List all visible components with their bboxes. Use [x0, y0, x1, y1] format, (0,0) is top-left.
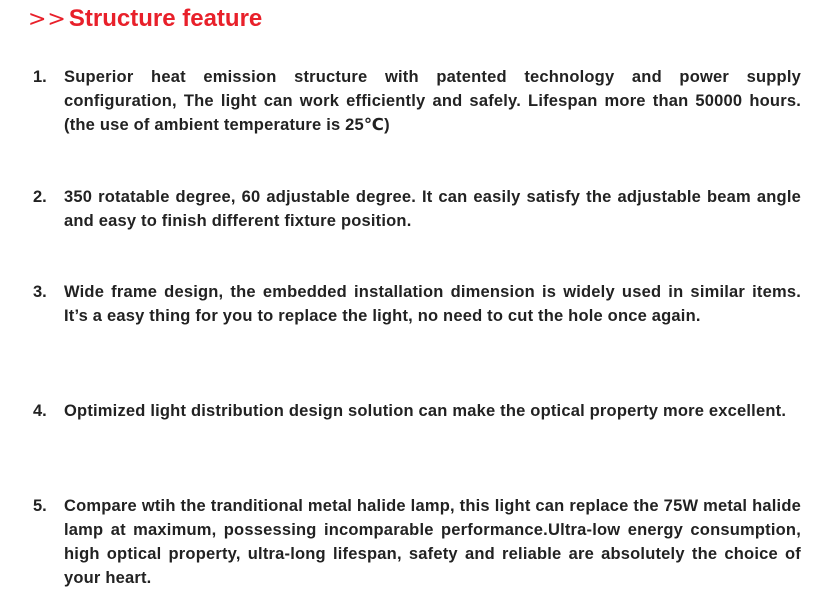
feature-item	[33, 280, 801, 328]
feature-number: 5.	[33, 497, 47, 515]
feature-text: Compare wtih the tranditional metal halide lamp, this light can replace the 75W metal halide lamp at maximum, possessing incomparable performance.Ultra-low energy consumption, high optical property, ultra-long lifespan, safety and reliable are absolutely the choice of your heart.	[64, 497, 801, 587]
section-heading	[28, 2, 262, 36]
feature-item	[33, 65, 801, 137]
feature-text: Optimized light distribution design solution can make the optical property more excellent.	[64, 402, 787, 420]
feature-item	[33, 494, 801, 590]
double-chevron-right-icon: >>	[28, 6, 67, 32]
feature-text: Superior heat emission structure with patented technology and power supply configuration, The light can work efficiently and safely. Lifespan more than 50000 hours.(the use of ambient temperature is 25℃)	[64, 68, 801, 134]
feature-item	[33, 185, 801, 233]
feature-number: 1.	[33, 68, 47, 86]
feature-number: 2.	[33, 188, 47, 206]
feature-item	[33, 399, 801, 423]
page-title: Structure feature	[68, 5, 263, 32]
feature-number: 3.	[33, 283, 47, 301]
feature-text: Wide frame design, the embedded installation dimension is widely used in similar items. It’s a easy thing for you to replace the light, no need to cut the hole once again.	[64, 283, 801, 325]
feature-number: 4.	[33, 402, 47, 420]
feature-text: 350 rotatable degree, 60 adjustable degree. It can easily satisfy the adjustable beam angle and easy to finish different fixture position.	[64, 188, 801, 230]
